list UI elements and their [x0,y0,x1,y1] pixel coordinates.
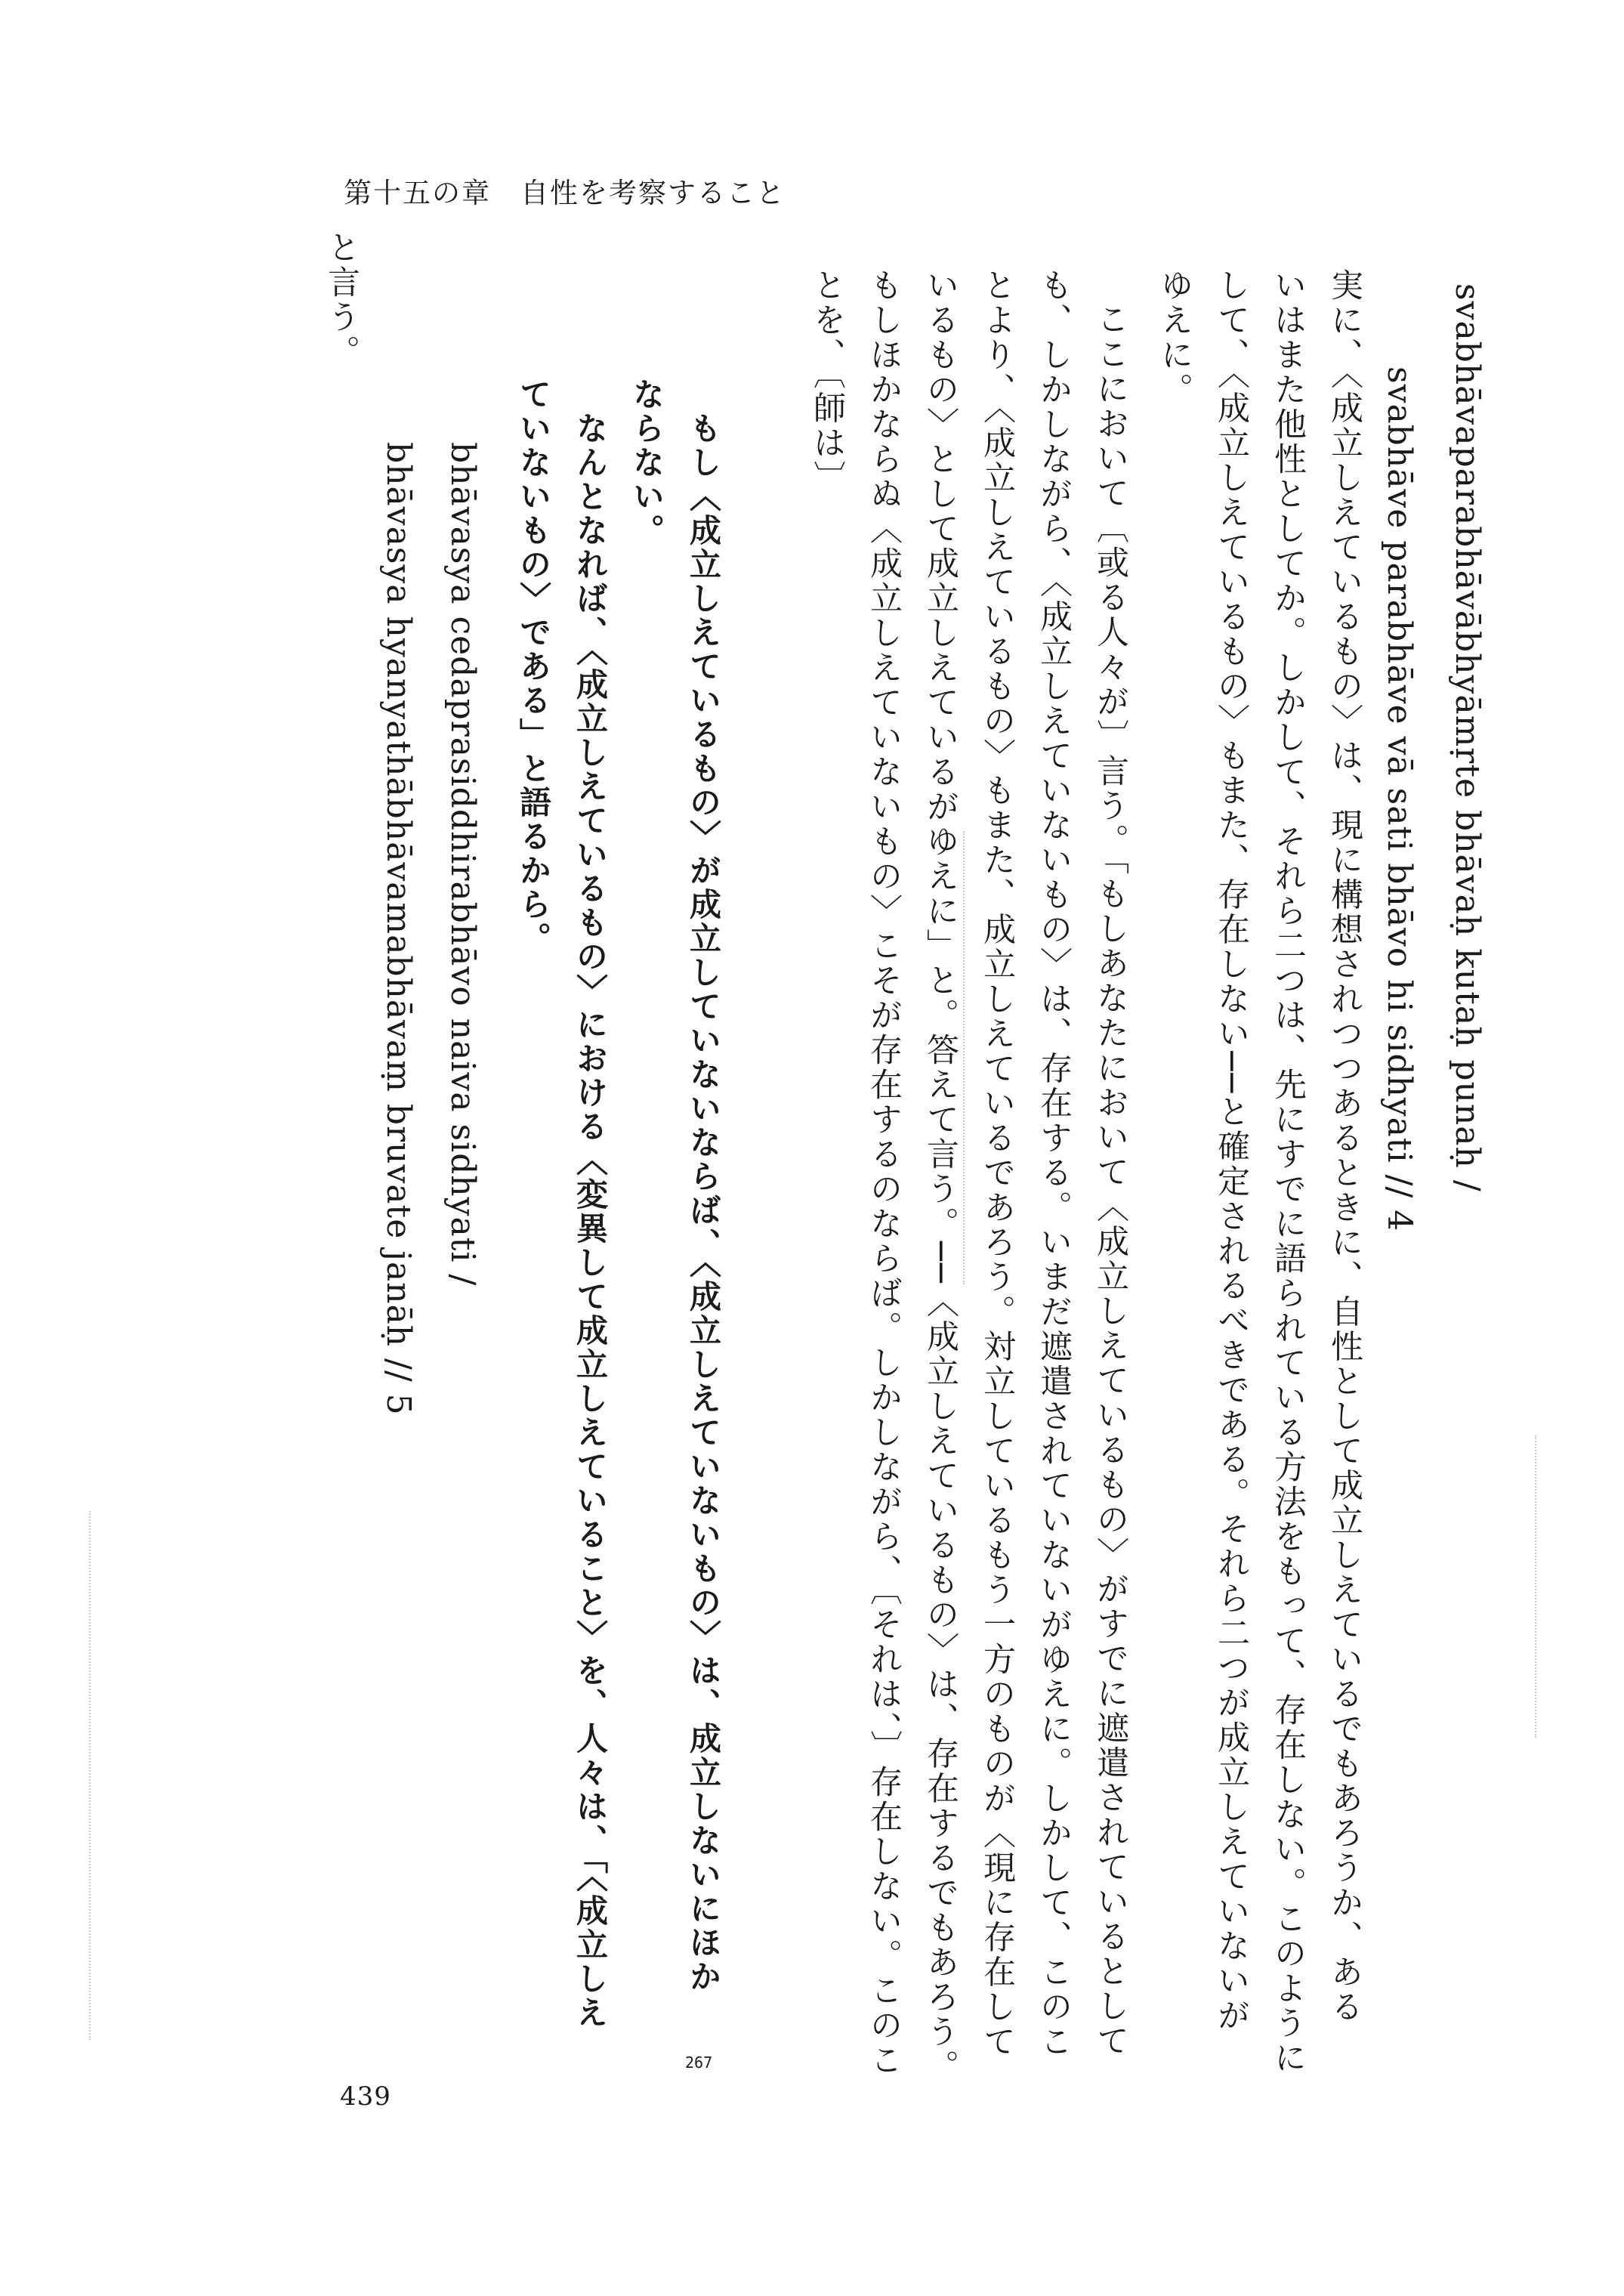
verse-translation-line: もし〈成立しえているもの〉が成立していないならば、〈成立しえていないもの〉は、成立しないにほか [685,412,722,1994]
running-head: 第十五の章 自性を考察すること [344,177,786,209]
body-text-column: とを、〔師は〕 [808,268,846,496]
body-text-column: と言う。 [323,230,360,369]
verse-translation-line: ならない。 [628,378,665,548]
body-text-column: とより、〈成立しえているもの〉もまた、成立しえているであろう。対立しているもう一方のものが〈現に存在して [978,268,1016,2060]
sanskrit-verse-5-line-2: bhāvasya hyanyathābhāvamabhāvaṃ bruvate janāḥ // 5 [379,442,418,1416]
body-text-column: もしほかならぬ〈成立しえていないもの〉こそが存在するのならば。しかしながら、〔それは、〕存在しない。このこ [865,268,903,2078]
body-text-column: ここにおいて〔或る人々が〕言う。「もしあなたにおいて〈成立しえているもの〉がすでに遮遣されているとして [1091,302,1129,2059]
verse-translation-line: ていないもの〉である」と語るから。 [515,378,552,956]
edge-dots [89,1511,91,2040]
sanskrit-verse-4-line-2: svabhāve parabhāve vā sati bhāvo hi sidhyati // 4 [1380,366,1419,1232]
body-text-column: して、〈成立しえているもの〉もまた、存在しない──と確定されるべきである。それら二つが成立しえていないが [1212,268,1250,2034]
body-text-column: ゆえに。 [1156,268,1193,407]
note-number: 267 [685,2053,713,2072]
edge-dots [1535,1435,1536,1738]
page-number: 439 [340,2081,391,2112]
sanskrit-verse-5-line-1: bhāvasya cedaprasiddhirabhāvo naiva sidhyati / [443,442,482,1287]
body-text-column: 実に、〈成立しえているもの〉は、現に構想されつつあるときに、自性として成立しえているでもあろうか、ある [1326,268,1363,2025]
sanskrit-verse-4-line-1: svabhāvaparabhāvābhyāmṛte bhāvaḥ kutaḥ punaḥ / [1448,283,1487,1192]
body-text-column: も、しかしながら、〈成立しえていないもの〉は、存在する。いまだ遮遣されていないがゆえに。しかして、このこ [1035,268,1073,2060]
body-text-column: いはまた他性としてか。しかして、それら二つは、先にすでに語られている方法をもって、存在しない。このように [1269,268,1307,2075]
body-text-column: いるもの〉として成立しえているがゆえに」と。答えて言う。──〈成立しえているもの〉は、存在するでもあろう。 [922,268,959,2084]
edge-dots [963,831,965,1284]
verse-translation-line: なんとなれば、〈成立しえているもの〉における〈変異して成立しえていること〉を、人々は、「〈成立しえ [572,412,609,2030]
